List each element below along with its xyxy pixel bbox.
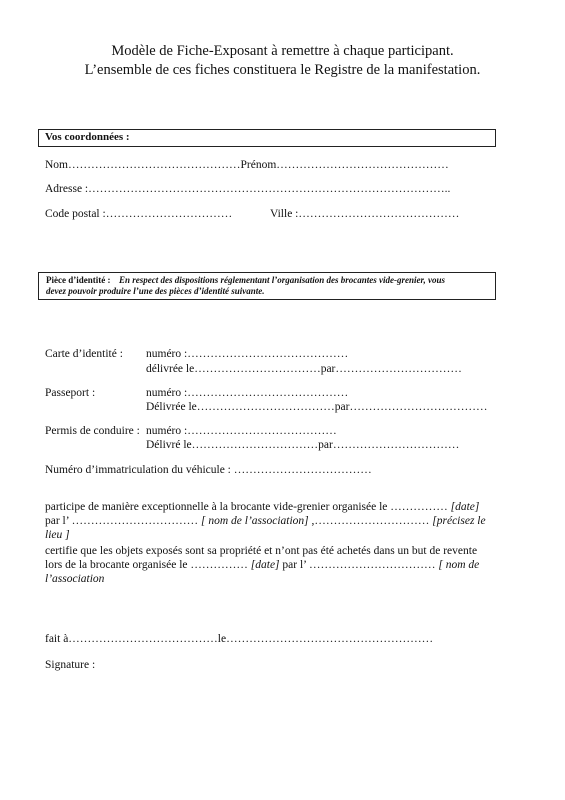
permis-delivre-field[interactable]: Délivré le……………………………par…………………………… (146, 439, 460, 451)
attestation-line-1 (45, 501, 479, 513)
fait-a-field[interactable]: fait à…………………………………le……………………………………………… (45, 633, 434, 645)
association-hint-continued: l’association (45, 573, 105, 585)
permis-label: Permis de conduire : (45, 425, 140, 437)
signature-label: Signature : (45, 659, 96, 671)
attestation-line-2 (45, 515, 486, 527)
passeport-numero-field[interactable]: numéro :…………………………………… (146, 387, 349, 399)
identite-label: Pièce d’identité : (46, 275, 111, 285)
attestation-line-1-text[interactable]: participe de manière exceptionnelle à la brocante vide-grenier organisée le …………… (45, 501, 448, 513)
identite-text-line-1: En respect des dispositions réglementant l’organisation des brocantes vide-grenier, vous (119, 275, 446, 285)
passeport-delivree-field[interactable]: Délivrée le………………………………par……………………………… (146, 401, 488, 413)
carte-numero-field[interactable]: numéro :…………………………………… (146, 348, 349, 360)
page-title-line-2: L’ensemble de ces fiches constituera le Registre de la manifestation. (84, 62, 481, 78)
carte-delivree-field[interactable]: délivrée le……………………………par…………………………… (146, 363, 462, 375)
lieu-hint: [précisez le (432, 515, 486, 527)
ville-field[interactable]: Ville :…………………………………… (270, 208, 460, 220)
association-hint-2: [ nom de (438, 559, 480, 571)
identite-text-line-2: devez pouvoir produire l’une des pièces d’identité suivante. (46, 286, 265, 296)
attestation-line-5 (45, 559, 479, 571)
adresse-field[interactable]: Adresse :………………………………………………………………………………….. (45, 183, 451, 195)
date-field-2[interactable]: lors de la brocante organisée le …………… (45, 559, 248, 571)
association-field[interactable]: par l’ …………………………… (45, 515, 199, 527)
attestation-line-4: certifie que les objets exposés sont sa propriété et n’ont pas été achetés dans un but de revente (45, 545, 478, 557)
page-title-line-1: Modèle de Fiche-Exposant à remettre à chaque participant. (111, 43, 454, 59)
association-field-2[interactable]: par l’ …………………………… (282, 559, 436, 571)
coordonnees-section-header (38, 129, 496, 147)
lieu-field[interactable]: ,………………………… (311, 515, 430, 527)
lieu-hint-continued: lieu ] (45, 529, 70, 541)
association-hint: [ nom de l’association] (200, 515, 309, 527)
passeport-label: Passeport : (45, 387, 96, 399)
nom-prenom-field[interactable]: Nom………………………………………Prénom……………………………………… (45, 159, 449, 171)
code-postal-field[interactable]: Code postal :…………………………… (45, 208, 233, 220)
coordonnees-heading: Vos coordonnées : (45, 131, 130, 143)
carte-identite-label: Carte d’identité : (45, 348, 123, 360)
date-hint-2: [date] (250, 559, 280, 571)
date-hint: [date] (450, 501, 480, 513)
identite-notice-box (38, 272, 496, 300)
permis-numero-field[interactable]: numéro :………………………………… (146, 425, 337, 437)
immatriculation-field[interactable]: Numéro d’immatriculation du véhicule : ……………………………… (45, 464, 372, 476)
